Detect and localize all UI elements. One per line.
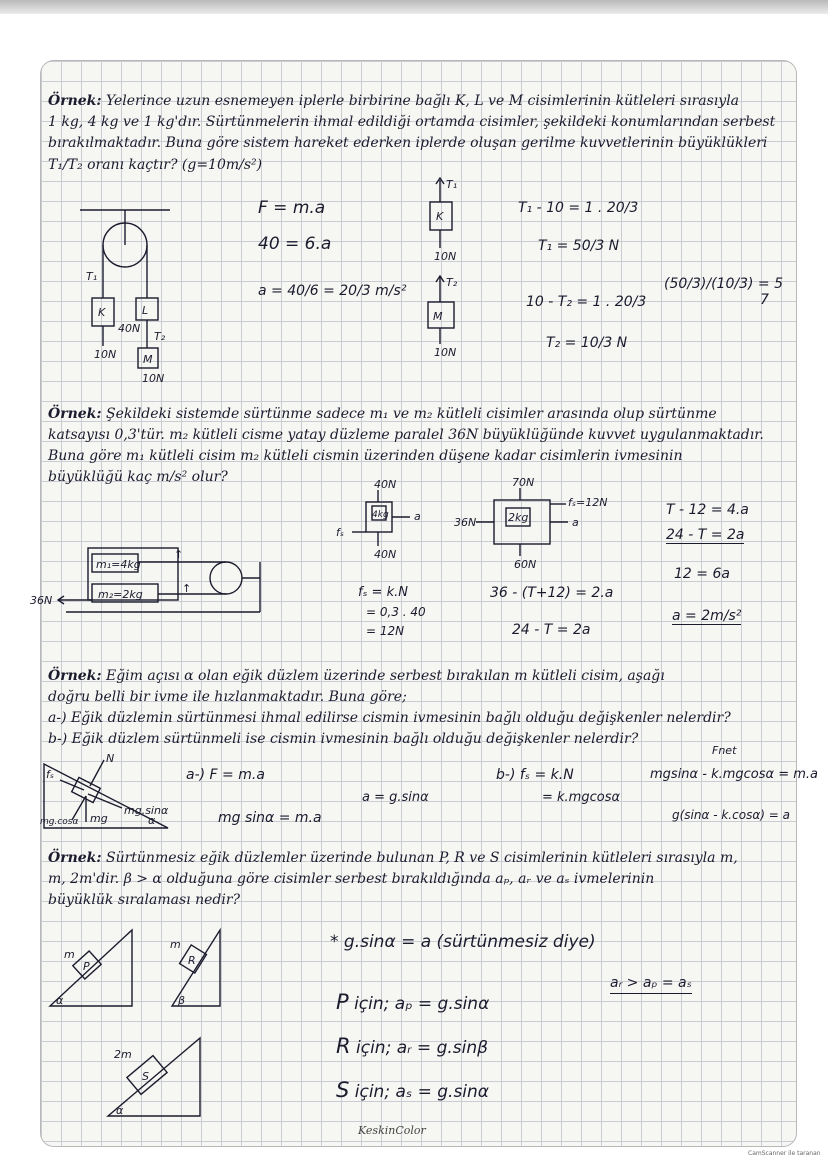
q2-line3: Buna göre m₁ kütleli cisim m₂ kütleli cismin üzerinden düşene kadar cisimlerin ivmesinin [48,448,683,464]
fig-w2: 40N [118,322,141,335]
q1-ratio [664,276,783,308]
q2-s4: a = 2m/s² [672,608,742,624]
brand-logo: KeskinColor [358,1124,426,1137]
q4-r-row [336,1034,488,1058]
fbd-t2: T₂ [446,276,458,289]
q1-r4: T₂ = 10/3 N [546,335,628,351]
fig-up1: ↑ [174,548,184,561]
fig-n: N [106,752,115,765]
fig-alpha: α [148,814,156,827]
fig-mgsin: mg.sinα [124,804,169,817]
fig-mg: mg [90,812,108,825]
q1-r3: 10 - T₂ = 1 . 20/3 [526,294,647,310]
q4-incline-p [46,926,146,1016]
q3-b2: = k.mgcosα [542,790,621,805]
q1-pulley-figure [80,200,180,390]
fbd2-w: 60N [514,558,537,571]
q1-line4: T₁/T₂ oranı kaçtır? (g=10m/s²) [48,157,263,173]
fig-w3: 10N [142,372,165,385]
fig-m2: m₂=2kg [98,588,143,601]
q4-incline-r [164,926,254,1016]
q2-e5: 24 - T = 2a [512,622,591,638]
fbd2-fs: fₛ=12N [568,496,608,509]
q4-label: Örnek: [48,850,102,866]
fig-w1: 10N [94,348,117,361]
fbd2-f: 36N [454,516,477,529]
q2-e4: 36 - (T+12) = 2.a [490,585,614,601]
q3-a2: mg sinα = m.a [218,810,322,826]
q4-line1 [48,850,738,866]
q2-line1 [48,406,717,422]
q4-answer: aᵣ > aₚ = aₛ [610,975,692,994]
fig-m: M [143,353,153,366]
q1-eq1: F = m.a [258,198,326,218]
q2-fbd1 [336,478,440,561]
q3-line2: doğru belli bir ivme ile hızlanmaktadır. Buna göre; [48,689,407,705]
q4-line3: büyüklük sıralaması nedir? [48,892,241,908]
q3-b1: b-) fₛ = k.N [496,767,574,783]
q1-eq2: 40 = 6.a [258,234,332,254]
q2-line4: büyüklüğü kaç m/s² olur? [48,469,228,485]
q4-s-label: S [336,1078,350,1102]
fbd1-n: 40N [374,478,397,491]
q1-r2: T₁ = 50/3 N [538,238,620,254]
q3-a1: a-) F = m.a [186,767,265,783]
q4-text1: Sürtünmesiz eğik düzlemler üzerinde bulunan P, R ve S cisimlerinin kütleleri sırasıyla m, [105,850,738,866]
q1-label: Örnek: [48,93,102,109]
fig-alpha-s: α [116,1104,124,1117]
q2-e3: = 12N [366,624,405,638]
q2-s2: 24 - T = 2a [666,527,745,543]
fig-fs: fₛ [46,768,54,781]
fig-alpha-p: α [56,994,64,1007]
q2-line2: katsayısı 0,3'tür. m₂ kütleli cisme yatay düzleme paralel 36N büyüklüğünde kuvvet uygulanmaktadır. [48,427,764,443]
q2-label: Örnek: [48,406,102,422]
q2-s1: T - 12 = 4.a [666,502,749,518]
q2-e1: fₛ = k.N [358,585,408,600]
q3-b5: g(sinα - k.cosα) = a [672,808,790,822]
q1-line1 [48,93,739,109]
fbd2-a: a [572,516,579,529]
fig-sm: 2m [114,1048,132,1061]
fs-vector [60,780,84,790]
fig-rm: m [170,938,181,951]
q1-eq3: a = 40/6 = 20/3 m/s² [258,283,407,299]
q3-line1 [48,668,665,684]
q2-text1: Şekildeki sistemde sürtünme sadece m₁ ve m₂ kütleli cisimler arasında olup sürtünme [105,406,717,422]
q4-r-label: R [336,1034,351,1058]
fig-beta: β [178,994,186,1007]
fig-l: L [142,304,149,317]
q4-p-eq: için; aₚ = g.sinα [354,994,490,1014]
q1-ratio-mark: 7 [760,292,769,308]
q3-label: Örnek: [48,668,102,684]
q1-ratio-value: (50/3)/(10/3) = 5 [664,276,783,292]
fig-m1: m₁=4kg [96,558,141,571]
q1-line2: 1 kg, 4 kg ve 1 kg'dır. Sürtünmelerin ihmal edildiği ortamda cisimler, şekildeki konumlarından serbest [48,114,776,130]
fig-up2: ↑ [182,582,192,595]
q1-r1: T₁ - 10 = 1 . 20/3 [518,200,639,216]
fbd1-fs: fₛ [336,526,344,539]
fig-p: P [83,960,90,973]
q4-p-label: P [336,990,349,1014]
fbd-t1: T₁ [446,178,458,191]
q4-line2: m, 2m'dir. β > α olduğuna göre cisimler serbest bırakıldığında aₚ, aᵣ ve aₛ ivmelerinin [48,871,655,887]
q3-incline-figure [40,752,184,836]
fbd-m: M [433,310,443,323]
q4-s-row [336,1078,489,1102]
fig-force: 36N [30,594,53,607]
fbd2-block-label: 2kg [508,511,529,524]
scanner-watermark: CamScanner ile taranan [748,1150,821,1157]
q3-text1: Eğim açısı α olan eğik düzlem üzerinde serbest bırakılan m kütleli cisim, aşağı [105,668,665,684]
fbd2-n: 70N [512,476,535,489]
q3-a3: a = g.sinα [362,790,429,805]
fbd-k: K [436,210,444,223]
q4-note: * g.sinα = a (sürtünmesiz diye) [330,932,596,952]
q4-r-eq: için; aᵣ = g.sinβ [356,1038,488,1058]
fig-s: S [142,1070,149,1083]
q3-b4: mgsinα - k.mgcosα = m.a [650,767,819,782]
fbd-w2: 10N [434,346,457,359]
q4-p-row [336,990,489,1014]
fig-mgcos: mg.cosα [40,817,79,827]
q2-fbd2 [454,476,620,571]
q3-line3: a-) Eğik düzlemin sürtünmesi ihmal edilirse cismin ivmesinin bağlı olduğu değişkenler nelerdir? [48,710,731,726]
fig-pm: m [64,948,75,961]
q2-s3: 12 = 6a [674,566,730,582]
fig-t1: T₁ [86,270,98,283]
q1-fbd-figure [420,168,480,358]
q3-b3: Fnet [712,744,737,757]
q2-block-figure [30,540,276,620]
fbd1-a: a [414,510,421,523]
fbd1-block-label: 4kg [372,510,389,520]
q2-e2: = 0,3 . 40 [366,605,426,619]
fig-t2: T₂ [154,330,166,343]
q4-s-eq: için; aₛ = g.sinα [354,1082,490,1102]
q1-text1: Yelerince uzun esnemeyen iplerle birbirine bağlı K, L ve M cisimlerinin kütleleri sırasıyla [105,93,740,109]
fbd1-w: 40N [374,548,397,561]
fbd-w1: 10N [434,250,457,263]
fig-pulley [210,562,242,594]
q1-line3: bırakılmaktadır. Buna göre sistem hareket ederken iplerde oluşan gerilme kuvvetlerinin büyüklükleri [48,135,768,151]
scan-top-edge [0,0,828,14]
q3-line4: b-) Eğik düzlem sürtünmeli ise cismin ivmesinin bağlı olduğu değişkenler nelerdir? [48,731,639,747]
fig-k: K [98,306,106,319]
q4-incline-s [104,1036,214,1122]
n-vector [90,760,104,786]
fig-r: R [188,954,196,967]
